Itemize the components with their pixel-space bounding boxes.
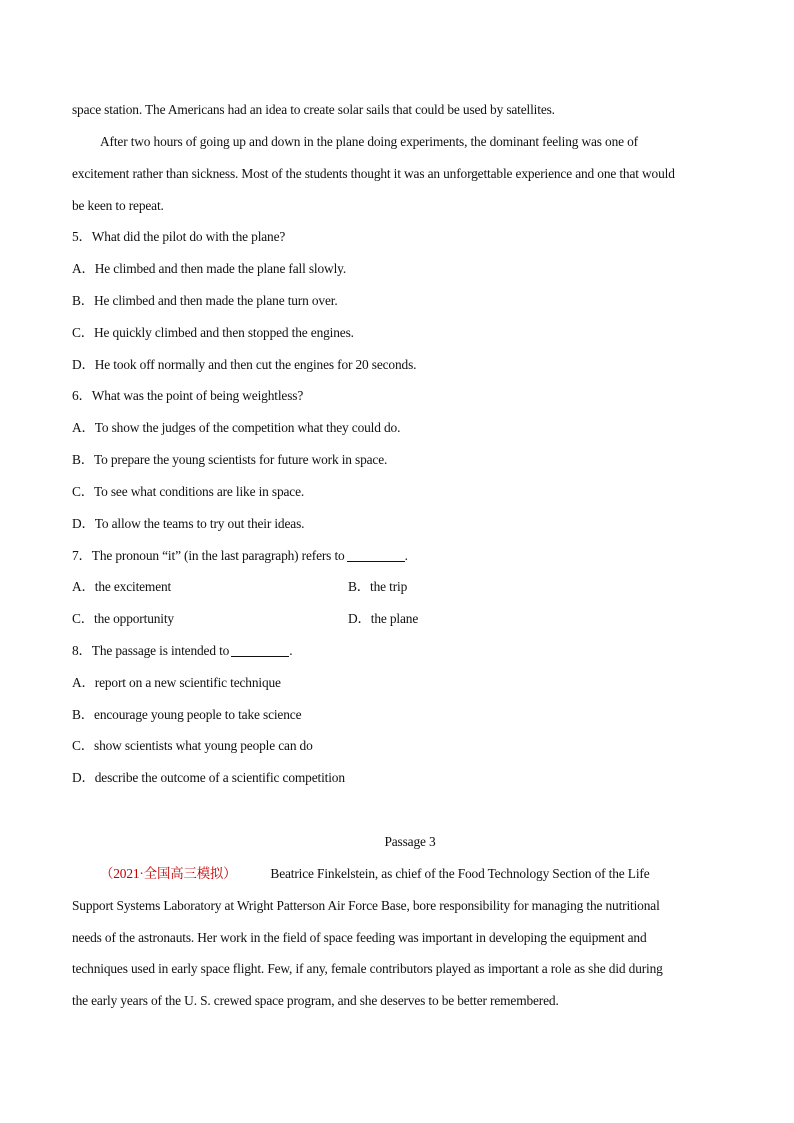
question-stem-row [72,643,292,659]
answer-option: C．To see what conditions are like in space. [72,484,305,499]
passage-text-line: After two hours of going up and down in the plane doing experiments, the dominant feeling was one of [100,134,638,149]
answer-option: D．To allow the teams to try out their ideas. [72,516,305,531]
answer-blank [347,549,405,562]
answer-option: A．report on a new scientific technique [72,675,281,690]
passage-text-line: space station. The Americans had an idea to create solar sails that could be used by satellites. [72,102,555,117]
answer-option: B．the trip [348,579,408,594]
answer-option: A．To show the judges of the competition what they could do. [72,420,401,435]
period: . [289,643,293,658]
passage-text: Beatrice Finkelstein, as chief of the Food Technology Section of the Life [270,866,650,881]
answer-option: B．To prepare the young scientists for future work in space. [72,452,388,467]
answer-option: D．describe the outcome of a scientific competition [72,770,345,785]
option-row [72,611,572,627]
answer-option: B．encourage young people to take science [72,707,302,722]
question-stem: 7．The pronoun “it” (in the last paragraph) refers to [72,548,345,563]
answer-blank [231,644,289,657]
passage-text-line: techniques used in early space flight. Few, if any, female contributors played as important a role as she did during [72,961,663,976]
question-stem: 5．What did the pilot do with the plane? [72,229,286,244]
passage-text-line: excitement rather than sickness. Most of the students thought it was an unforgettable experience and one that would [72,166,675,181]
answer-option: B．He climbed and then made the plane turn over. [72,293,338,308]
period: . [404,548,408,563]
answer-option: A．He climbed and then made the plane fall slowly. [72,261,347,276]
question-stem-row [72,548,408,564]
answer-option: C．the opportunity [72,611,174,626]
question-stem: 6．What was the point of being weightless? [72,388,304,403]
answer-option: A．the excitement [72,579,172,594]
passage-text-line: Support Systems Laboratory at Wright Patterson Air Force Base, bore responsibility for managing the nutritional [72,898,660,913]
answer-option: D．He took off normally and then cut the engines for 20 seconds. [72,357,417,372]
passage-title: Passage 3 [384,834,436,849]
passage-first-line [100,866,650,882]
answer-option: C．He quickly climbed and then stopped the engines. [72,325,354,340]
answer-option: C．show scientists what young people can do [72,738,313,753]
passage-text-line: needs of the astronauts. Her work in the field of space feeding was important in developing the equipment and [72,930,647,945]
option-row [72,579,572,595]
answer-option: D．the plane [348,611,419,626]
question-stem: 8．The passage is intended to [72,643,230,658]
source-tag: （2021·全国高三模拟） [100,866,237,881]
passage-text-line: be keen to repeat. [72,198,164,213]
passage-text-line: the early years of the U. S. crewed space program, and she deserves to be better remembered. [72,993,559,1008]
